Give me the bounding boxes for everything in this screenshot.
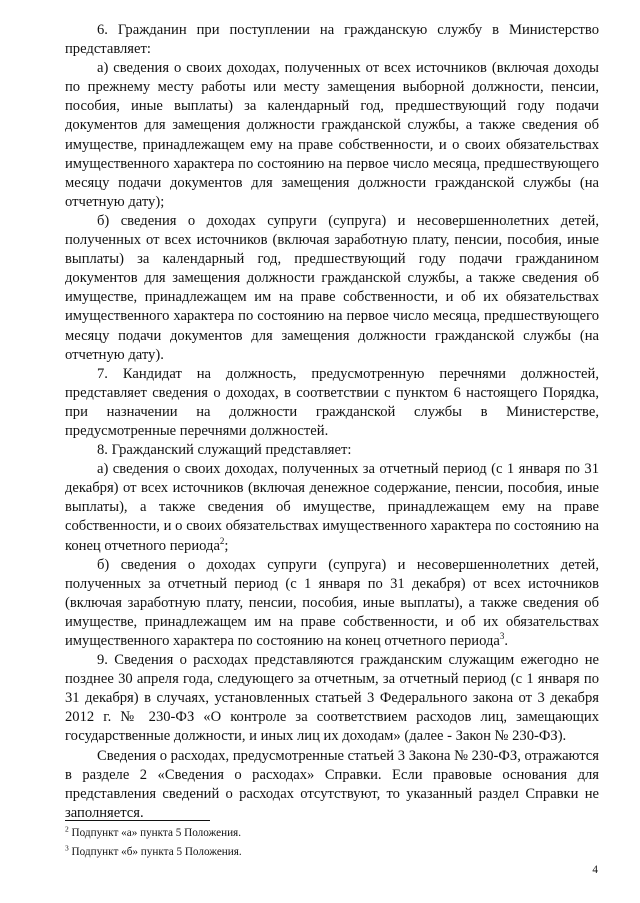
paragraph-8b [65, 556, 599, 651]
document-body [65, 21, 599, 823]
paragraph-8b-tail: . [504, 633, 509, 649]
paragraph-6a: а) сведения о своих доходах, полученных от всех источников (включая доходы по прежнему месту работы или месту замещения выборной должности, пенсии, пособия, иные выплаты) за календарный год, предшествующий году подачи документов для замещения должности гражданской службы, а также сведения об имуществе, принадлежащем ему на праве собственности, и о своих обязательствах имущественного характера по состоянию на первое число месяца, предшествующего месяцу подачи документов для замещения должности гражданской службы (на отчетную дату); [65, 60, 599, 210]
footnote-ref-3[interactable]: 3 [499, 631, 505, 642]
paragraph-8a-text: а) сведения о своих доходах, полученных за отчетный период (с 1 января по 31 декабря) от всех источников (включая денежное содержание, пенсии, пособия, иные выплаты), а также сведения об имуществе, принадлежащем ему на праве собственности, и о своих обязательствах имущественного характера по состоянию на конец отчетного периода [65, 461, 599, 554]
paragraph-6b: б) сведения о доходах супруги (супруга) и несовершеннолетних детей, полученных от всех источников (включая заработную плату, пенсии, пособия, иные выплаты) за календарный год, предшествующий году подачи гражданином документов для замещения должности гражданской службы, а также сведения об имуществе, принадлежащем им на праве собственности, и об их обязательствах имущественного характера по состоянию на первое число месяца, предшествующего месяцу подачи документов для замещения должности гражданской службы (на отчетную дату). [65, 212, 599, 363]
footnote-3 [65, 844, 599, 860]
paragraph-8a [65, 460, 599, 555]
page-number: 4 [592, 864, 598, 876]
footnote-2 [65, 825, 599, 841]
paragraph-8b-text: б) сведения о доходах супруги (супруга) и несовершеннолетних детей, полученных за отчетный период (с 1 января по 31 декабря) от всех источников (включая заработную плату, пенсии, пособия, иные выплаты), а также сведения об имуществе, принадлежащем им на праве собственности, и об их обязательствах имущественного характера по состоянию на конец отчетного периода [65, 556, 599, 649]
footnote-text: Подпункт «б» пункта 5 Положения. [71, 846, 242, 858]
paragraph-7: 7. Кандидат на должность, предусмотренную перечнями должностей, представляет сведения о доходах, в соответствии с пунктом 6 настоящего Порядка, при назначении на должности гражданской службы в Министерстве, предусмотренные перечнями должностей. [65, 365, 599, 439]
paragraph-9: 9. Сведения о расходах представляются гражданским служащим ежегодно не позднее 30 апреля года, следующего за отчетным, за отчетный период (с 1 января по 31 декабря) в случаях, установленных статьей 3 Федерального закона от 3 декабря 2012 г. № 230-ФЗ «О контроле за соответствием расходов лиц, замещающих государственные должности, и иных лиц их доходам» (далее - Закон № 230-ФЗ). [65, 652, 599, 745]
footnote-divider [65, 820, 210, 821]
paragraph-8: 8. Гражданский служащий представляет: [97, 442, 352, 459]
paragraph-8a-tail: ; [224, 537, 229, 554]
footnote-ref-2[interactable]: 2 [219, 535, 225, 546]
paragraph-9-expenses: Сведения о расходах, предусмотренные статьей 3 Закона № 230-ФЗ, отражаются в разделе 2 «Сведения о расходах» Справки. Если правовые основания для представления сведений о расходах отсутствуют, то указанный раздел Справки не заполняется. [65, 747, 599, 821]
footnote-mark: 3 [65, 843, 69, 853]
footnote-text: Подпункт «а» пункта 5 Положения. [71, 827, 242, 839]
paragraph-6: 6. Гражданин при поступлении на гражданскую службу в Министерство представляет: [65, 22, 599, 58]
footnote-mark: 2 [65, 824, 69, 834]
footnotes [65, 825, 599, 863]
